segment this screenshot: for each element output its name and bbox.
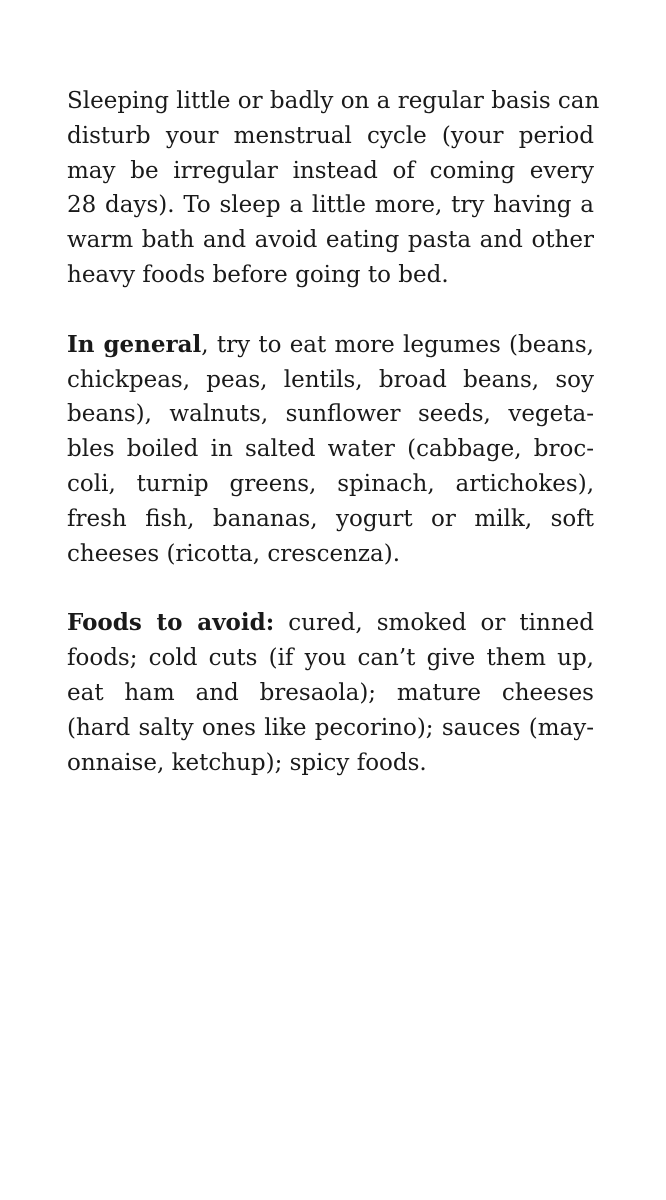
text-line: bles boiled in salted water (cabbage, broc- (67, 436, 594, 463)
text-run: cured, smoked or tinned (274, 610, 594, 637)
text-line: fresh fish, bananas, yogurt or milk, soft (67, 505, 594, 532)
text-line: (hard salty ones like pecorino); sauces (may- (67, 714, 594, 741)
text-line: beans), walnuts, sunflower seeds, vegeta- (67, 401, 594, 428)
text-line: Sleeping little or badly on a regular basis can (67, 88, 600, 114)
text-line: onnaise, ketchup); spicy foods. (67, 749, 427, 776)
text-line: cheeses (ricotta, crescenza). (67, 540, 401, 567)
text-line: 28 days). To sleep a little more, try having a (67, 192, 594, 219)
text-line: chickpeas, peas, lentils, broad beans, soy (67, 366, 594, 393)
paragraph-sleep (67, 84, 600, 293)
text-line: foods; cold cuts (if you can’t give them up, (67, 645, 594, 672)
text-line (67, 606, 594, 641)
paragraph-foods-to-avoid (67, 606, 594, 780)
text-line: heavy foods before going to bed. (67, 261, 449, 288)
heading-foods-to-avoid: Foods to avoid: (67, 609, 275, 637)
text-line: coli, turnip greens, spinach, artichokes), (67, 470, 594, 497)
heading-in-general: In general (67, 330, 202, 358)
text-line: eat ham and bresaola); mature cheeses (67, 679, 594, 706)
text-run: , try to eat more legumes (beans, (201, 331, 594, 358)
text-line: warm bath and avoid eating pasta and other (67, 227, 594, 254)
paragraph-in-general (67, 328, 594, 572)
text-line: may be irregular instead of coming every (67, 157, 594, 184)
text-line (67, 328, 594, 363)
document-page (67, 84, 600, 815)
text-line: disturb your menstrual cycle (your period (67, 122, 594, 149)
